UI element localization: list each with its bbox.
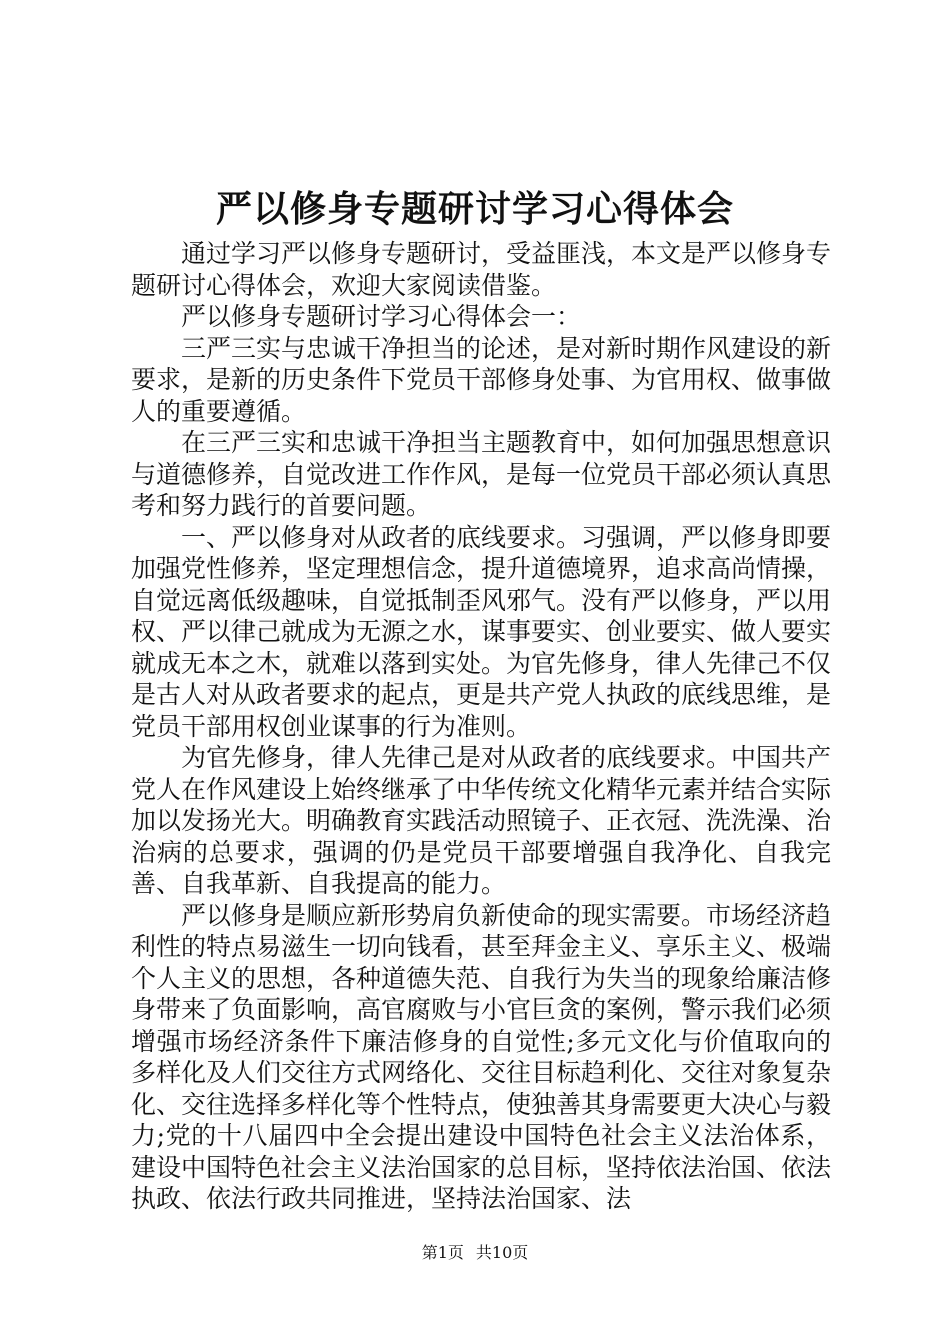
page-number: 第1页 xyxy=(421,1243,464,1262)
paragraph: 在三严三实和忠诚干净担当主题教育中，如何加强思想意识与道德修养，自觉改进工作作风，是每一位党员干部必须认真思考和努力践行的首要问题。 xyxy=(131,428,832,520)
paragraph: 一、严以修身对从政者的底线要求。习强调，严以修身即要加强党性修养，坚定理想信念，提升道德境界，追求高尚情操，自觉远离低级趣味，自觉抵制歪风邪气。没有严以修身，严以用权、严以律己就成为无源之水，谋事要实、创业要实、做人要实就成无本之木，就难以落到实处。为官先修身，律人先律己不仅是古人对从政者要求的起点，更是共产党人执政的底线思维，是党员干部用权创业谋事的行为准则。 xyxy=(131,522,832,741)
document-title: 严以修身专题研讨学习心得体会 xyxy=(215,188,734,230)
paragraph: 三严三实与忠诚干净担当的论述，是对新时期作风建设的新要求，是新的历史条件下党员干部修身处事、为官用权、做事做人的重要遵循。 xyxy=(131,333,832,426)
paragraph: 为官先修身，律人先律己是对从政者的底线要求。中国共产党人在作风建设上始终继承了中华传统文化精华元素并结合实际加以发扬光大。明确教育实践活动照镜子、正衣冠、洗洗澡、治治病的总要求，强调的仍是党员干部要增强自我净化、自我完善、自我革新、自我提高的能力。 xyxy=(131,743,832,898)
paragraph-intro: 通过学习严以修身专题研讨，受益匪浅，本文是严以修身专题研讨心得体会，欢迎大家阅读借鉴。 xyxy=(131,239,832,300)
page-total: 共10页 xyxy=(475,1243,529,1262)
paragraph-subheading: 严以修身专题研讨学习心得体会一： xyxy=(181,302,582,331)
paragraph: 严以修身是顺应新形势肩负新使命的现实需要。市场经济趋利性的特点易滋生一切向钱看，甚至拜金主义、享乐主义、极端个人主义的思想，各种道德失范、自我行为失当的现象给廉洁修身带来了负面影响，高官腐败与小官巨贪的案例，警示我们必须增强市场经济条件下廉洁修身的自觉性;多元文化与价值取向的多样化及人们交往方式网络化、交往目标趋利化、交往对象复杂化、交往选择多样化等个性特点，使独善其身需要更大决心与毅力;党的十八届四中全会提出建设中国特色社会主义法治体系，建设中国特色社会主义法治国家的总目标，坚持依法治国、依法执政、依法行政共同推进，坚持法治国家、法 xyxy=(131,900,832,1213)
page-footer xyxy=(0,1243,950,1263)
document-body xyxy=(131,238,831,1215)
